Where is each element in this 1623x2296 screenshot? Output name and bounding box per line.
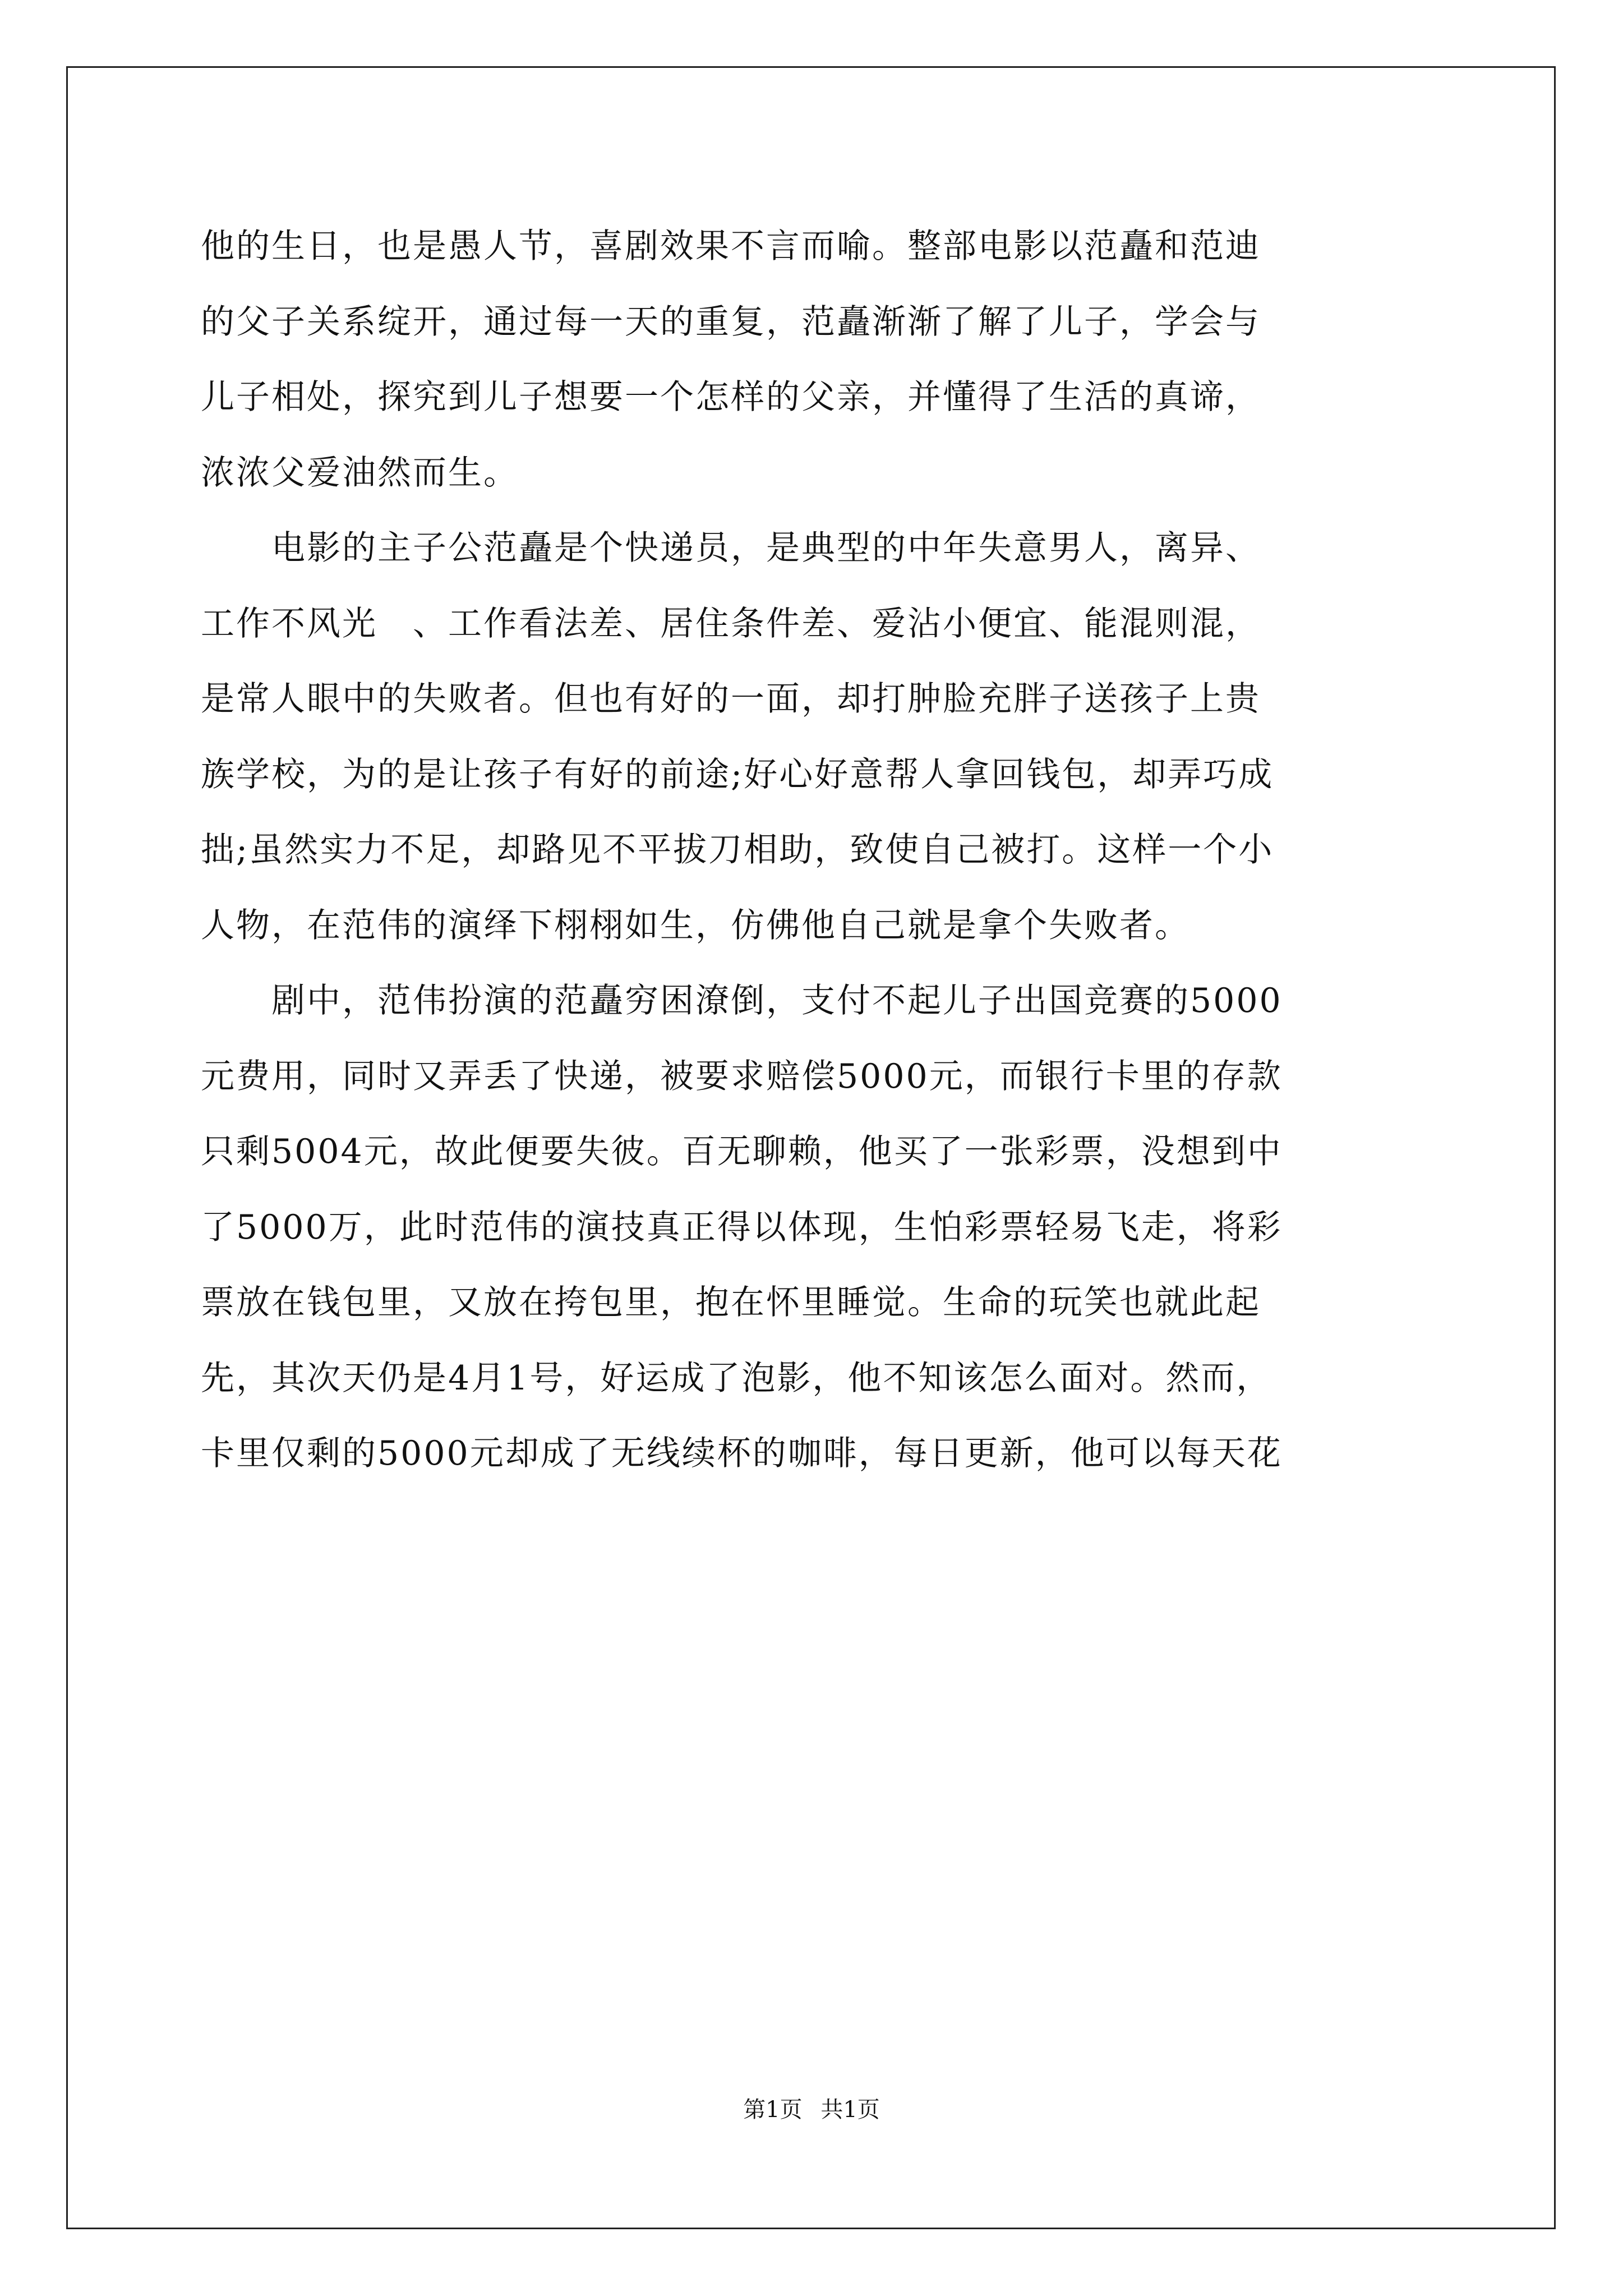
text-line: 的父子关系绽开，通过每一天的重复，范矗渐渐了解了儿子，学会与 xyxy=(201,302,1261,342)
page-number: 第1页 xyxy=(743,2097,803,2123)
text-line: 是常人眼中的失败者。但也有好的一面，却打肿脸充胖子送孩子上贵 xyxy=(201,679,1261,719)
text-line: 族学校，为的是让孩子有好的前途;好心好意帮人拿回钱包，却弄巧成 xyxy=(201,754,1274,794)
document-body xyxy=(201,209,1423,1492)
page-total: 共1页 xyxy=(820,2097,880,2123)
text-line: 工作不风光 、工作看法差、居住条件差、爱沾小便宜、能混则混， xyxy=(201,604,1261,643)
text-line: 先，其次天仍是4月1号，好运成了泡影，他不知该怎么面对。然而， xyxy=(201,1358,1272,1398)
page-footer xyxy=(0,2096,1623,2124)
text-line: 剧中，范伟扮演的范矗穷困潦倒，支付不起儿子出国竞赛的5000 xyxy=(201,981,1283,1020)
text-line: 他的生日，也是愚人节，喜剧效果不言而喻。整部电影以范矗和范迪 xyxy=(201,227,1261,266)
text-line: 儿子相处，探究到儿子想要一个怎样的父亲，并懂得了生活的真谛， xyxy=(201,378,1261,417)
text-line: 票放在钱包里，又放在挎包里，抱在怀里睡觉。生命的玩笑也就此起 xyxy=(201,1283,1261,1322)
text-line: 了5000万，此时范伟的演技真正得以体现，生怕彩票轻易飞走，将彩 xyxy=(201,1207,1283,1247)
text-line: 浓浓父爱油然而生。 xyxy=(201,453,519,493)
text-line: 卡里仅剩的5000元却成了无线续杯的咖啡，每日更新，他可以每天花 xyxy=(201,1434,1283,1473)
text-line: 只剩5004元，故此便要失彼。百无聊赖，他买了一张彩票，没想到中 xyxy=(201,1132,1283,1171)
text-line: 人物，在范伟的演绎下栩栩如生，仿佛他自己就是拿个失败者。 xyxy=(201,905,1190,945)
text-line: 电影的主子公范矗是个快递员，是典型的中年失意男人，离异、 xyxy=(201,528,1261,568)
text-line: 拙;虽然实力不足，却路见不平拔刀相助，致使自己被打。这样一个小 xyxy=(201,830,1274,869)
text-line: 元费用，同时又弄丢了快递，被要求赔偿5000元，而银行卡里的存款 xyxy=(201,1056,1283,1096)
